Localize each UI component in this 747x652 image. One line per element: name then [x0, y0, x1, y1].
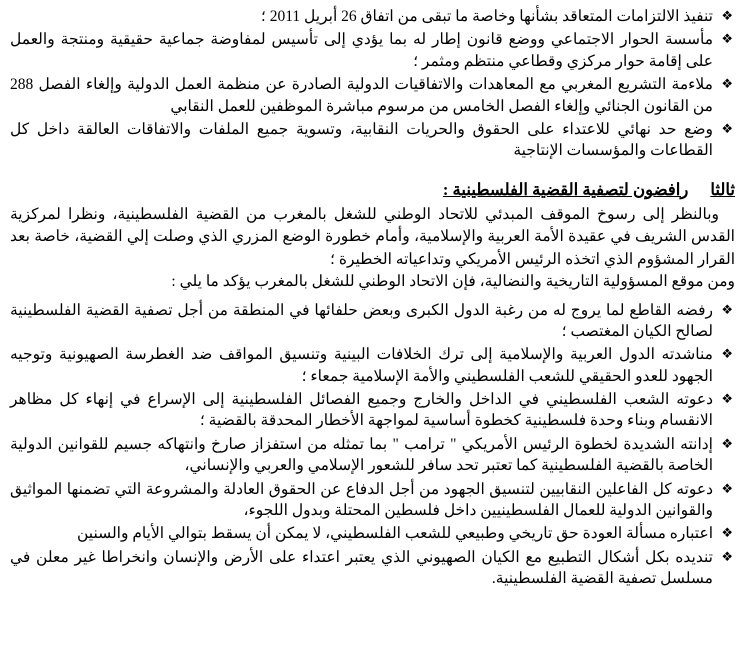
list-item: [10, 344, 735, 387]
section-heading-row: [10, 180, 735, 200]
list-item: [10, 434, 735, 477]
bullet-icon: ❖: [721, 31, 733, 47]
bullet-icon: ❖: [721, 76, 733, 92]
bullet-icon: ❖: [721, 525, 733, 541]
list-item: [10, 389, 735, 432]
list-item-text: تنفيذ الالتزامات المتعاقد بشأنها وخاصة ما تبقى من اتفاق 26 أبريل 2011 ؛: [260, 8, 713, 25]
list-item-text: اعتباره مسألة العودة حق تاريخي وطبيعي للشعب الفلسطيني، لا يمكن أن يسقط بتوالي الأيام والسنين: [76, 525, 713, 543]
list-item: [10, 74, 735, 117]
positions-list: [10, 300, 735, 590]
list-item: [10, 300, 735, 343]
list-item: [10, 523, 735, 544]
list-item: [10, 479, 735, 522]
list-item: [10, 6, 735, 27]
bullet-icon: ❖: [721, 346, 733, 362]
list-item: [10, 119, 735, 162]
list-item-text: مناشدته الدول العربية والإسلامية إلى ترك الخلافات البينية وتنسيق المواقف ضد الغطرسة الصهيونية وتوجيه الجهود للعدو الحقيقي للشعب الفلسطيني والأمة الإسلامية جمعاء ؛: [10, 346, 713, 385]
intro-paragraph-2: ومن موقع المسؤولية التاريخية والنضالية، فإن الاتحاد الوطني للشغل بالمغرب يؤكد ما يلي :: [171, 273, 735, 291]
bullet-icon: ❖: [721, 391, 733, 406]
list-item-text: إدانته الشديدة لخطوة الرئيس الأمريكي " ترامب " بما تمثله من استفزاز صارخ وانتهاكه جسيم للقوانين الدولية الخاصة بالقضية الفلسطينية كما تعتبر تحد سافر للشعور الإسلامي والعربي والإنساني،: [10, 435, 713, 475]
list-item-text: دعوته الشعب الفلسطيني في الداخل والخارج وجميع الفصائل الفلسطينية إلى الإسراع في إنهاء كل مظاهر الانقسام وبناء وحدة فلسطينية كخطوة أساسية لمواجهة الأخطار المحدقة بالقضية ؛: [10, 391, 713, 430]
list-item: [10, 29, 735, 72]
list-item-text: مأسسة الحوار الاجتماعي ووضع قانون إطار له بما يؤدي إلى تأسيس لمفاوضة جماعية حقيقية ومنتجة والعمل على إقامة حوار مركزي وقطاعي منتظم ومثمر ؛: [10, 31, 713, 70]
section-title: رافضون لتصفية القضية الفلسطينية :: [442, 179, 689, 199]
list-item-text: دعوته كل الفاعلين النقابيين لتنسيق الجهود من أجل الدفاع عن الحقوق العادلة والمشروعة التي تضمنها المواثيق والقوانين الدولية للعمال الفلسطينيين داخل فلسطين المحتلة وبدول اللجوء،: [10, 480, 713, 519]
intro-paragraph-1: وبالنظر إلى رسوخ الموقف المبدئي للاتحاد الوطني للشغل بالمغرب من القضية الفلسطينية، ونظرا لمركزية القدس الشريف في عقيدة الأمة العربية والإسلامية، وأمام خطورة الوضع المزري الذي وصلت إلي القضية، خاصة بعد القرار المشؤوم الذي اتخذه الرئيس الأمريكي وتداعياته الخطيرة ؛: [10, 205, 735, 268]
bullet-icon: ❖: [721, 8, 733, 23]
bullet-icon: ❖: [721, 301, 733, 317]
list-item-text: تنديده بكل أشكال التطبيع مع الكيان الصهيوني الذي يعتبر اعتداء على الأرض والإنسان وانخراطا غير معلن في مسلسل تصفية القضية الفلسطينية.: [10, 548, 713, 587]
demands-list: [10, 6, 735, 162]
bullet-icon: ❖: [721, 548, 733, 564]
bullet-icon: ❖: [721, 435, 733, 451]
list-item-text: وضع حد نهائي للاعتداء على الحقوق والحريات النقابية، وتسوية جميع الملفات والاتفاقات العالقة داخل كل القطاعات والمؤسسات الإنتاجية: [10, 120, 713, 160]
section-number: ثالثا: [710, 179, 735, 199]
list-item-text: رفضه القاطع لما يروج له من رغبة الدول الكبرى وبعض حلفائها في المنطقة من أجل تصفية القضية الفلسطينية لصالح الكيان المغتصب ؛: [10, 301, 713, 340]
list-item: [10, 547, 735, 590]
list-item-text: ملاءمة التشريع المغربي مع المعاهدات والاتفاقيات الدولية الصادرة عن منظمة العمل الدولية وإلغاء الفصل 288 من القانون الجنائي وإلغاء الفصل الخامس من مرسوم مباشرة الموظفين للعمل النقابي: [10, 76, 713, 115]
bullet-icon: ❖: [721, 120, 733, 136]
bullet-icon: ❖: [721, 480, 733, 496]
